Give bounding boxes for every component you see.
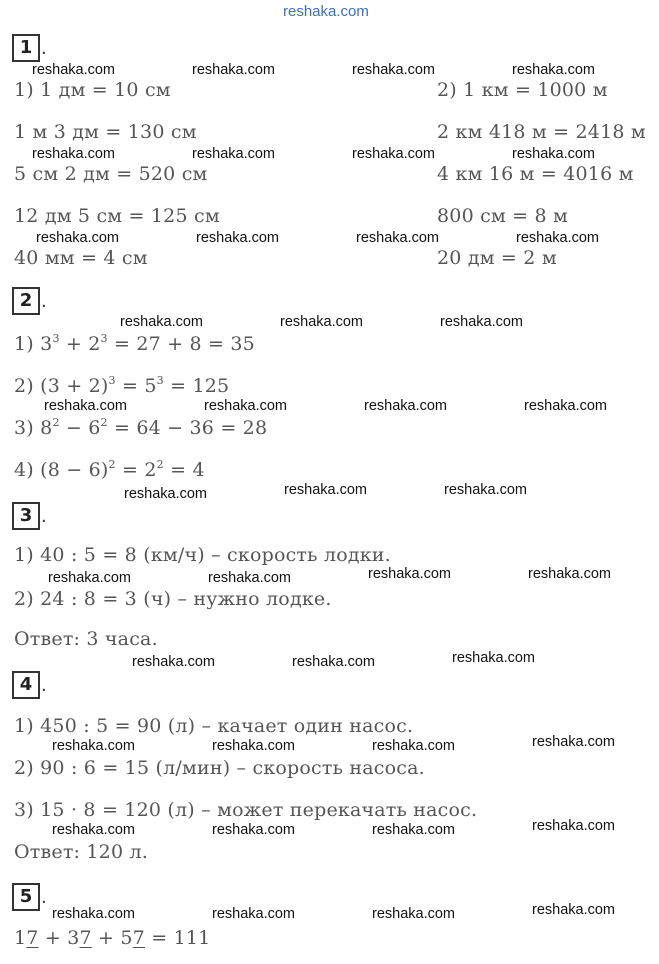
conversion-line: 1 м 3 дм = 130 см bbox=[14, 121, 197, 143]
site-watermark[interactable]: reshaka.com bbox=[32, 146, 116, 162]
task-number-1: 1 bbox=[12, 34, 40, 62]
solution-step: 3) 15 · 8 = 120 (л) – может перекачать насос. bbox=[14, 799, 478, 821]
task-number-dot: . bbox=[41, 38, 47, 59]
answer-line: Ответ: 120 л. bbox=[14, 841, 148, 863]
conversion-line: 1) 1 дм = 10 см bbox=[14, 79, 171, 101]
conversion-line: 5 см 2 дм = 520 см bbox=[14, 163, 208, 185]
site-watermark[interactable]: reshaka.com bbox=[356, 230, 440, 246]
site-watermark[interactable]: reshaka.com bbox=[280, 314, 364, 330]
site-watermark[interactable]: reshaka.com bbox=[516, 230, 600, 246]
solution-step: 2) 90 : 6 = 15 (л/мин) – скорость насоса. bbox=[14, 757, 425, 779]
power-expression-line: 4) $(8 - 6)^2 = 2^2 = 4$ bbox=[14, 458, 205, 481]
site-watermark[interactable]: reshaka.com bbox=[212, 738, 296, 754]
site-watermark[interactable]: reshaka.com bbox=[48, 570, 132, 586]
conversion-line: 800 см = 8 м bbox=[437, 205, 569, 227]
conversion-line: 2) 1 км = 1000 м bbox=[437, 79, 608, 101]
site-watermark[interactable]: reshaka.com bbox=[52, 822, 136, 838]
task-number-4: 4 bbox=[12, 671, 40, 699]
site-watermark[interactable]: reshaka.com bbox=[132, 654, 216, 670]
site-watermark[interactable]: reshaka.com bbox=[368, 566, 452, 582]
site-watermark[interactable]: reshaka.com bbox=[512, 62, 596, 78]
site-watermark[interactable]: reshaka.com bbox=[352, 62, 436, 78]
site-watermark-top[interactable]: reshaka.com bbox=[283, 3, 369, 20]
conversion-line: 2 км 418 м = 2418 м bbox=[437, 121, 646, 143]
site-watermark[interactable]: reshaka.com bbox=[204, 398, 288, 414]
site-watermark[interactable]: reshaka.com bbox=[196, 230, 280, 246]
power-expression-line: 2) $(3 + 2)^3 = 5^3 = 125$ bbox=[14, 374, 230, 397]
site-watermark[interactable]: reshaka.com bbox=[512, 146, 596, 162]
site-watermark[interactable]: reshaka.com bbox=[532, 902, 616, 918]
site-watermark[interactable]: reshaka.com bbox=[192, 62, 276, 78]
solution-step: 1) 40 : 5 = 8 (км/ч) – скорость лодки. bbox=[14, 544, 391, 566]
task-number-dot: . bbox=[41, 506, 47, 527]
task-number-5: 5 bbox=[12, 883, 40, 911]
site-watermark[interactable]: reshaka.com bbox=[352, 146, 436, 162]
site-watermark[interactable]: reshaka.com bbox=[532, 734, 616, 750]
task-number-dot: . bbox=[41, 887, 47, 908]
answer-line: Ответ: 3 часа. bbox=[14, 628, 158, 650]
sum-expression-line: 17 + 37 + 57 = 111 bbox=[14, 927, 211, 949]
solution-step: 1) 450 : 5 = 90 (л) – качает один насос. bbox=[14, 715, 414, 737]
site-watermark[interactable]: reshaka.com bbox=[440, 314, 524, 330]
site-watermark[interactable]: reshaka.com bbox=[212, 822, 296, 838]
conversion-line: 12 дм 5 см = 125 см bbox=[14, 205, 220, 227]
site-watermark[interactable]: reshaka.com bbox=[444, 482, 528, 498]
site-watermark[interactable]: reshaka.com bbox=[212, 906, 296, 922]
site-watermark[interactable]: reshaka.com bbox=[32, 62, 116, 78]
site-watermark[interactable]: reshaka.com bbox=[532, 818, 616, 834]
site-watermark[interactable]: reshaka.com bbox=[52, 738, 136, 754]
site-watermark[interactable]: reshaka.com bbox=[372, 906, 456, 922]
site-watermark[interactable]: reshaka.com bbox=[284, 482, 368, 498]
site-watermark[interactable]: reshaka.com bbox=[364, 398, 448, 414]
task-number-dot: . bbox=[41, 675, 47, 696]
site-watermark[interactable]: reshaka.com bbox=[124, 486, 208, 502]
site-watermark[interactable]: reshaka.com bbox=[524, 398, 608, 414]
site-watermark[interactable]: reshaka.com bbox=[372, 822, 456, 838]
site-watermark[interactable]: reshaka.com bbox=[192, 146, 276, 162]
site-watermark[interactable]: reshaka.com bbox=[208, 570, 292, 586]
task-number-2: 2 bbox=[12, 287, 40, 315]
site-watermark[interactable]: reshaka.com bbox=[292, 654, 376, 670]
conversion-line: 4 км 16 м = 4016 м bbox=[437, 163, 634, 185]
conversion-line: 20 дм = 2 м bbox=[437, 247, 557, 269]
site-watermark[interactable]: reshaka.com bbox=[528, 566, 612, 582]
task-number-dot: . bbox=[41, 291, 47, 312]
site-watermark[interactable]: reshaka.com bbox=[372, 738, 456, 754]
site-watermark[interactable]: reshaka.com bbox=[36, 230, 120, 246]
site-watermark[interactable]: reshaka.com bbox=[52, 906, 136, 922]
site-watermark[interactable]: reshaka.com bbox=[44, 398, 128, 414]
conversion-line: 40 мм = 4 см bbox=[14, 247, 148, 269]
site-watermark[interactable]: reshaka.com bbox=[120, 314, 204, 330]
solution-step: 2) 24 : 8 = 3 (ч) – нужно лодке. bbox=[14, 588, 332, 610]
site-watermark[interactable]: reshaka.com bbox=[452, 650, 536, 666]
task-number-3: 3 bbox=[12, 502, 40, 530]
power-expression-line: 3) $8^2 - 6^2 = 64 - 36 = 28$ bbox=[14, 416, 268, 439]
power-expression-line: 1) $3^3 + 2^3 = 27 + 8 = 35$ bbox=[14, 332, 255, 355]
